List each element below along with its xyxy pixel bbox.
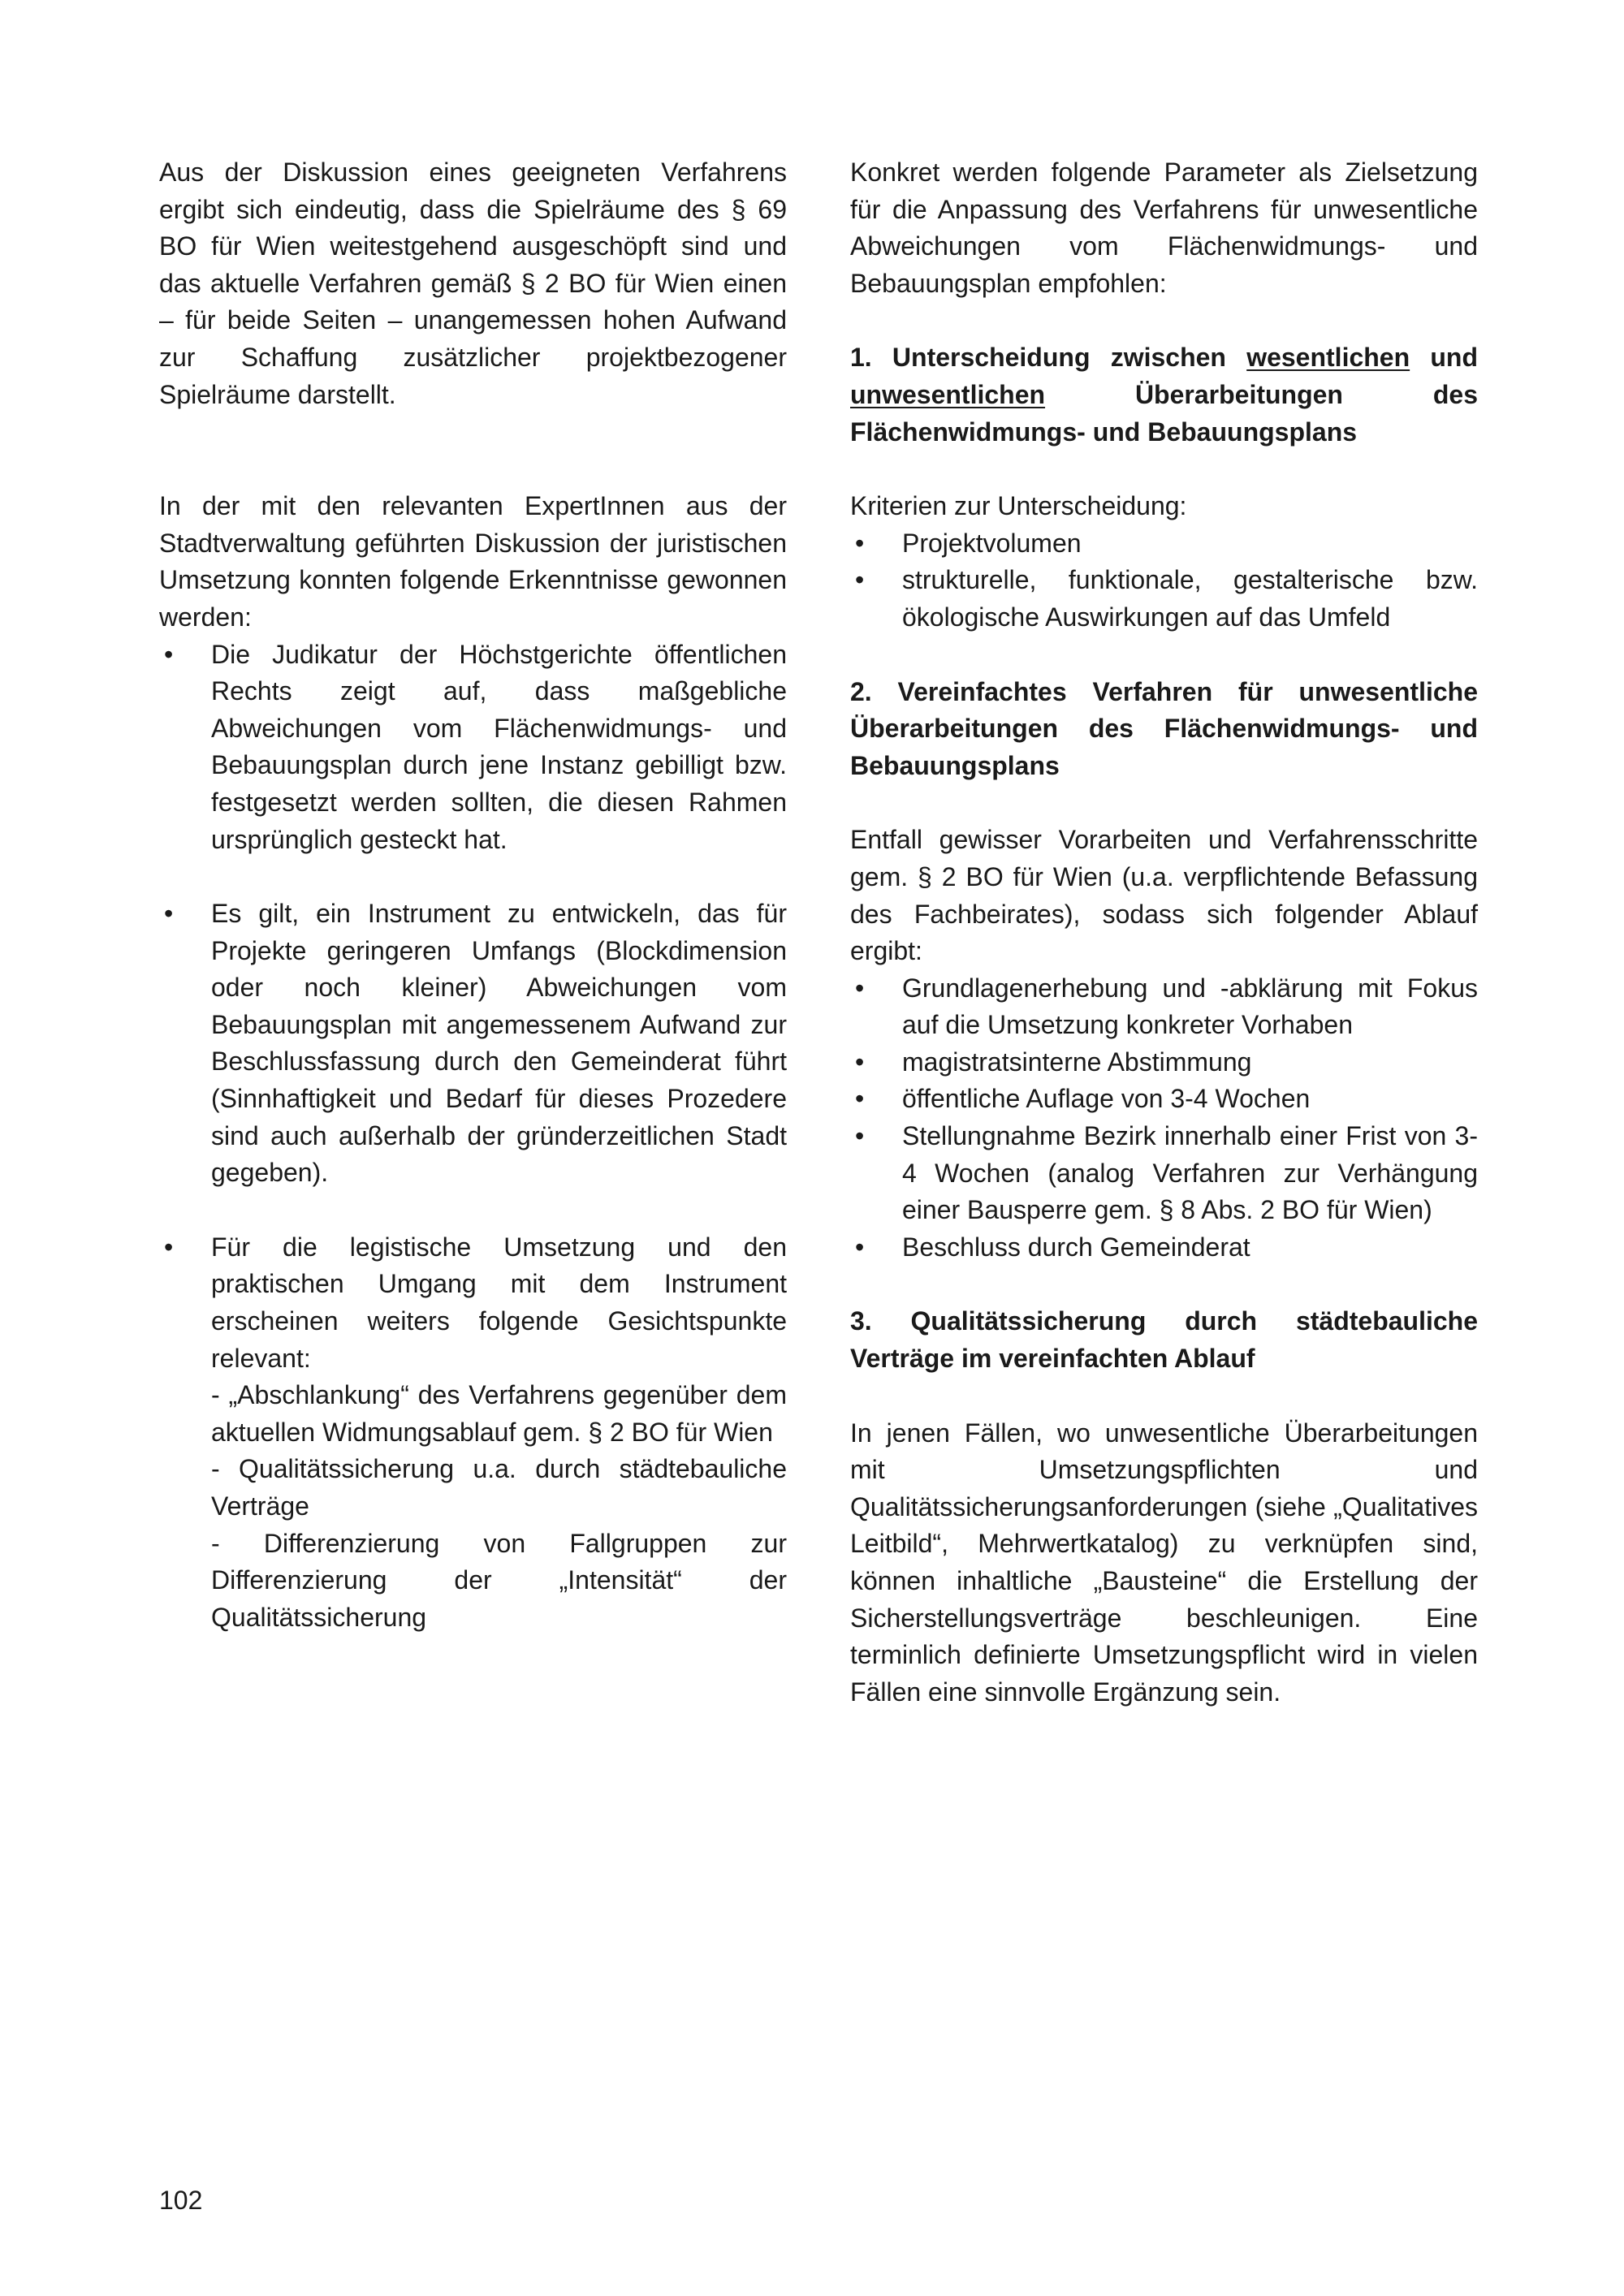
criteria-label: Kriterien zur Unterscheidung: — [850, 491, 1187, 521]
right-column — [850, 154, 1478, 1711]
procedure-paragraph: Entfall gewisser Vorarbeiten und Verfahrensschritte gem. § 2 BO für Wien (u.a. verpflichtende Befassung des Fachbeirates), sodass sich folgender Ablauf ergibt: — [850, 825, 1478, 966]
list-item: • magistratsinterne Abstimmung — [850, 1044, 1478, 1081]
procedure-steps-list — [850, 970, 1478, 1267]
dash-item: - Qualitätssicherung u.a. durch städtebauliche Verträge — [211, 1454, 787, 1521]
list-item-intro: • Für die legistische Umsetzung und den praktischen Umgang mit dem Instrument erscheinen weiters folgende Gesichtspunkte relevant: — [211, 1232, 787, 1373]
page-number: 102 — [159, 2186, 203, 2215]
criteria-list — [850, 525, 1478, 637]
quality-assurance-paragraph: In jenen Fällen, wo unwesentliche Überarbeitungen mit Umsetzungspflichten und Qualitätssicherungsanforderungen (siehe „Qualitatives Leitbild“, Mehrwertkatalog) zu verknüpfen sind, können inhaltliche „Bausteine“ die Erstellung der Sicherstellungsverträge beschleunigen. Eine terminlich definierte Umsetzungspflicht wird in vielen Fällen eine sinnvolle Ergänzung sein. — [850, 1418, 1478, 1707]
heading-underlined-term: unwesentlichen — [850, 379, 1046, 409]
list-item — [159, 1229, 787, 1637]
heading-underlined-term: wesentlichen — [1246, 343, 1410, 373]
intro-paragraph: Aus der Diskussion eines geeigneten Verfahrens ergibt sich eindeutig, dass die Spielräume des § 69 BO für Wien weitestgehend ausgeschöpft sind und das aktuelle Verfahren gemäß § 2 BO für Wien einen – für beide Seiten – unangemessen hohen Aufwand zur Schaffung zusätzlicher projektbezogener Spielräume darstellt. — [159, 158, 787, 409]
list-item: • Beschluss durch Gemeinderat — [850, 1229, 1478, 1267]
section-heading-3: 3. Qualitätssicherung durch städtebauliche Verträge im vereinfachten Ablauf — [850, 1306, 1478, 1374]
dash-item: - Differenzierung von Fallgruppen zur Differenzierung der „Intensität“ der Qualitätssicherung — [211, 1528, 787, 1632]
findings-list — [159, 637, 787, 1637]
parameters-intro-paragraph: Konkret werden folgende Parameter als Zielsetzung für die Anpassung des Verfahrens für unwesentliche Abweichungen vom Flächenwidmungs- und Bebauungsplan empfohlen: — [850, 158, 1478, 298]
list-item: • Stellungnahme Bezirk innerhalb einer Frist von 3-4 Wochen (analog Verfahren zur Verhängung einer Bausperre gem. § 8 Abs. 2 BO für Wien) — [850, 1118, 1478, 1229]
list-item: • Projektvolumen — [850, 525, 1478, 563]
heading-text: 1. Unterscheidung zwischen — [850, 343, 1247, 373]
heading-text: und — [1410, 343, 1478, 373]
list-item: • strukturelle, funktionale, gestalterische bzw. ökologische Auswirkungen auf das Umfeld — [850, 562, 1478, 636]
left-column — [159, 154, 787, 1636]
heading-text: Überarbeitungen des Flächenwidmungs- und Bebauungsplans — [850, 379, 1478, 447]
list-item: • Grundlagenerhebung und -abklärung mit Fokus auf die Umsetzung konkreter Vorhaben — [850, 970, 1478, 1044]
list-item: • Die Judikatur der Höchstgerichte öffentlichen Rechts zeigt auf, dass maßgebliche Abweichungen vom Flächenwidmungs- und Bebauungsplan durch jene Instanz gebilligt bzw. festgesetzt werden sollten, die diesen Rahmen ursprünglich gesteckt hat. — [159, 637, 787, 859]
section-heading-2: 2. Vereinfachtes Verfahren für unwesentliche Überarbeitungen des Flächenwidmungs- und Bebauungsplans — [850, 676, 1478, 780]
expert-discussion-paragraph: In der mit den relevanten ExpertInnen aus der Stadtverwaltung geführten Diskussion der juristischen Umsetzung konnten folgende Erkenntnisse gewonnen werden: — [159, 491, 787, 632]
list-item: • öffentliche Auflage von 3-4 Wochen — [850, 1081, 1478, 1118]
list-item: • Es gilt, ein Instrument zu entwickeln, das für Projekte geringeren Umfangs (Blockdimension oder noch kleiner) Abweichungen vom Bebauungsplan mit angemessenem Aufwand zur Beschlussfassung durch den Gemeinderat führt (Sinnhaftigkeit und Bedarf für dieses Prozedere sind auch außerhalb der gründerzeitlichen Stadt gegeben). — [159, 896, 787, 1192]
section-heading-1 — [850, 339, 1478, 451]
dash-item: - „Abschlankung“ des Verfahrens gegenüber dem aktuellen Widmungsablauf gem. § 2 BO für Wien — [211, 1380, 787, 1447]
